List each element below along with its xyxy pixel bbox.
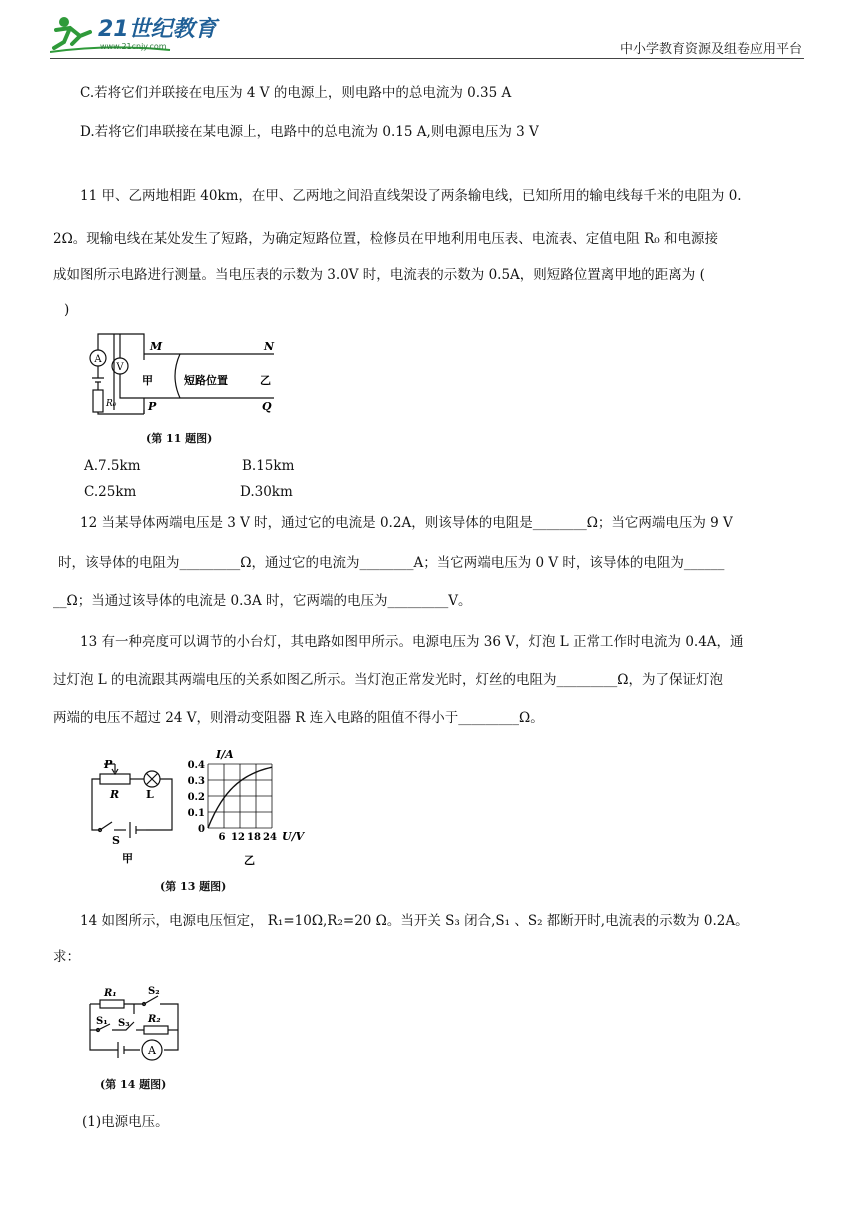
- q11-line-2: 2Ω。现输电线在某处发生了短路，为确定短路位置，检修员在甲地利用电压表、电流表、定值电阻 R₀ 和电源接: [53, 231, 718, 247]
- q12-line-3: __Ω；当通过该导体的电流是 0.3A 时，它两端的电压为_________V。: [53, 593, 472, 609]
- q11-label-r0: R₀: [106, 399, 117, 409]
- header-divider: [50, 58, 804, 59]
- q11-line-3: 成如图所示电路进行测量。当电压表的示数为 3.0V 时，电流表的示数为 0.5A，则短路位置离甲地的距离为 (: [53, 267, 705, 283]
- q14-label-s3: S₃: [118, 1018, 130, 1029]
- q13-label-s: S: [112, 834, 120, 847]
- q14-line-2: 求：: [53, 949, 80, 965]
- q11-circuit-figure: [84, 330, 284, 416]
- q14-caption: (第 14 题图): [100, 1078, 167, 1091]
- q11-caption: (第 11 题图): [146, 432, 213, 445]
- q13-label-l: L: [146, 788, 154, 801]
- x-tick-label: 12: [231, 832, 245, 843]
- q13-circuit-figure-jia: [88, 758, 188, 866]
- x-tick-label: 18: [247, 832, 261, 843]
- q14-label-r1: R₁: [104, 988, 117, 999]
- q11-label-p: P: [148, 400, 157, 413]
- q13-label-yi: 乙: [244, 854, 255, 867]
- q13-caption: (第 13 题图): [160, 880, 227, 893]
- q14-label-s2: S₂: [148, 986, 160, 997]
- x-tick-label: 24: [263, 832, 277, 843]
- q13-y-axis-label: I/A: [216, 748, 234, 761]
- page-header: [0, 0, 860, 60]
- q11-label-jia: 甲: [142, 374, 153, 387]
- q13-line-3: 两端的电压不超过 24 V，则滑动变阻器 R 连入电路的阻值不得小于_________Ω。: [53, 710, 544, 726]
- q14-line-1: 14 如图所示，电源电压恒定， R₁=10Ω,R₂=20 Ω。当开关 S₃ 闭合,S₁ 、S₂ 都断开时,电流表的示数为 0.2A。: [80, 913, 749, 929]
- q13-line-2: 过灯泡 L 的电流跟其两端电压的关系如图乙所示。当灯泡正常发光时，灯丝的电阻为_________Ω，为了保证灯泡: [53, 672, 723, 688]
- q11-option-a: A.7.5km: [84, 458, 141, 474]
- q14-label-r2: R₂: [148, 1014, 161, 1025]
- q11-label-yi: 乙: [260, 374, 271, 387]
- q13-label-r: R: [110, 788, 120, 801]
- logo-text: 21世纪教育: [98, 17, 217, 42]
- q10-option-d: D.若将它们串联接在某电源上，电路中的总电流为 0.15 A,则电源电压为 3 V: [80, 124, 539, 140]
- q12-line-1: 12 当某导体两端电压是 3 V 时，通过它的电流是 0.2A，则该导体的电阻是________Ω；当它两端电压为 9 V: [80, 515, 733, 531]
- q11-label-short: 短路位置: [184, 374, 228, 387]
- q13-label-p: P: [104, 758, 113, 771]
- platform-name: 中小学教育资源及组卷应用平台: [619, 42, 802, 57]
- q11-line-1: 11 甲、乙两地相距 40km，在甲、乙两地之间沿直线架设了两条输电线，已知所用的输电线每千米的电阻为 0.: [80, 188, 742, 204]
- q12-line-2: 时，该导体的电阻为_________Ω，通过它的电流为________A；当它两端电压为 0 V 时，该导体的电阻为______: [58, 555, 725, 571]
- q13-line-1: 13 有一种亮度可以调节的小台灯，其电路如图甲所示。电源电压为 36 V，灯泡 L 正常工作时电流为 0.4A，通: [80, 634, 744, 650]
- y-tick-label: 0.4: [187, 760, 205, 771]
- q11-option-b: B.15km: [242, 458, 295, 474]
- y-tick-label: 0.1: [187, 808, 205, 819]
- q14-label-s1: S₁: [96, 1016, 108, 1027]
- y-tick-label: 0.3: [187, 776, 205, 787]
- q11-ammeter-label: A: [94, 354, 102, 365]
- y-tick-label: 0.2: [187, 792, 205, 803]
- q13-iv-graph-yi: [186, 744, 316, 868]
- q14-subquestion-1: (1)电源电压。: [82, 1114, 169, 1130]
- q11-label-n: N: [264, 340, 275, 353]
- logo-url: www.21cnjy.com: [100, 42, 167, 51]
- q11-label-m: M: [150, 340, 163, 353]
- q11-label-q: Q: [262, 400, 272, 413]
- q13-label-jia: 甲: [122, 852, 133, 865]
- y-tick-label: 0: [198, 824, 205, 835]
- q11-option-d: D.30km: [240, 484, 293, 500]
- q11-voltmeter-label: V: [116, 362, 124, 373]
- q14-circuit-figure: [86, 984, 186, 1064]
- q14-ammeter-label: A: [148, 1044, 156, 1057]
- x-tick-label: 6: [218, 832, 226, 843]
- q11-line-4: ): [64, 302, 70, 318]
- q11-option-c: C.25km: [84, 484, 137, 500]
- q10-option-c: C.若将它们并联接在电压为 4 V 的电源上，则电路中的总电流为 0.35 A: [80, 85, 512, 101]
- q13-x-axis-label: U/V: [282, 830, 305, 843]
